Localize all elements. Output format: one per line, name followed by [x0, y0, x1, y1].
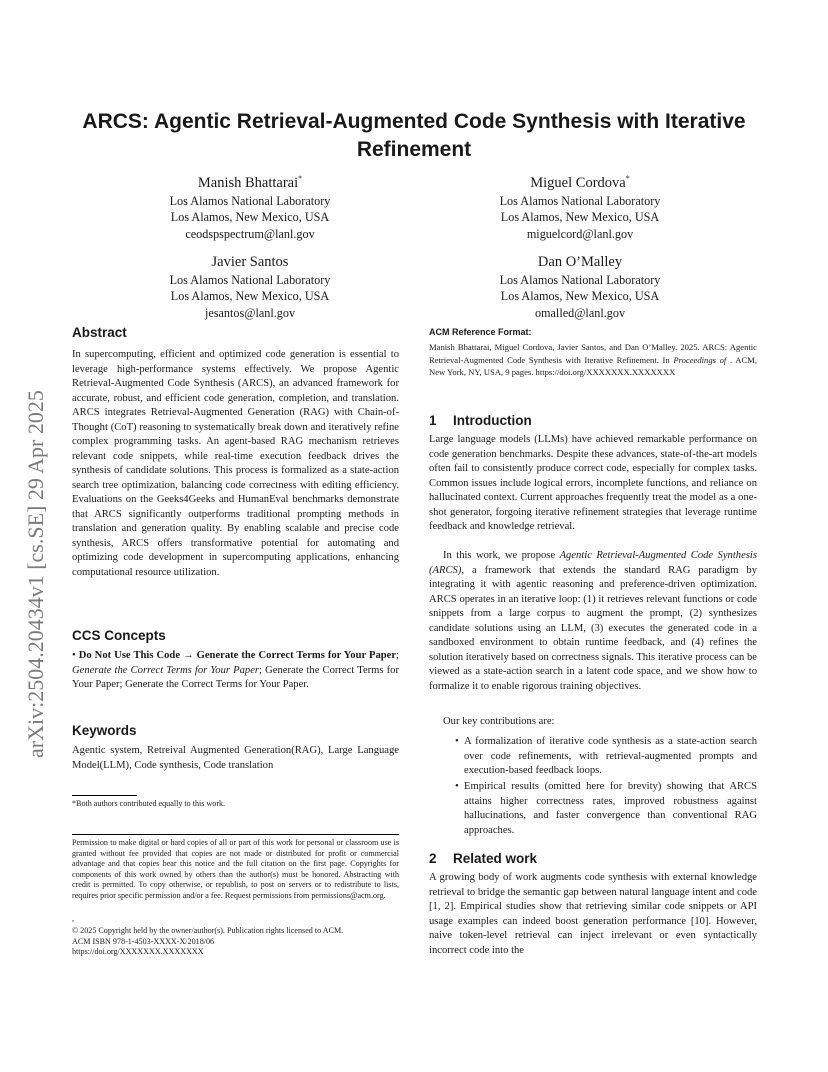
bullet-dot: •	[455, 781, 459, 792]
intro-p2-post: , a framework that extends the standard RAG paradigm by integrating it with agentic reasoning and preference-driven optimization. ARCS operates in an iterative loop: (1) it retrieves relevant functions or code snippets from a large corpus to augment the prompt, (2) synthesizes candidate solutions using an LLM, (3) executes the generated code in a sandboxed environment to obtain runtime feedback, and (4) refines the solution iteratively based on correctness signals. This iterative process can be viewed as a state-action search in a latent code space, and we show how to formalize it to enable rigorous training objectives.	[429, 564, 757, 692]
acm-ref-italic: Proceedings of	[673, 354, 727, 365]
ccs-rest: ; Generate the Correct Terms for Your Paper; Generate the Correct Terms for Your Paper.	[72, 664, 400, 690]
ccs-bold: Do Not Use This Code → Generate the Correct Terms for Your Paper	[78, 650, 397, 661]
section-number: 2	[429, 851, 437, 866]
author-email: ceodspspectrum@lanl.gov	[185, 227, 315, 242]
author-email: jesantos@lanl.gov	[204, 306, 296, 321]
section-title: Related work	[453, 851, 538, 866]
intro-p1: Large language models (LLMs) have achieved remarkable performance on code generation benchmarks. Despite these advances, state-of-the-art models often fail to consistently produce correct code, especially for complex tasks. Common issues include logical errors, incomplete functions, and reliance on hallucinated context. Current approaches frequently treat the model as a one-shot generator, forgoing iterative refinement strategies that leverage runtime feedback and knowledge retrieval.	[429, 434, 757, 532]
author-email: miguelcord@lanl.gov	[526, 227, 634, 242]
footnote: *Both authors contributed equally to this work.	[72, 799, 226, 808]
author-name: Miguel Cordova*	[530, 174, 630, 191]
acm-ref-line: Manish Bhattarai, Miguel Cordova, Javier Santos, and Dan O’Malley. 2025. ARCS: Agentic Retrieval-Augmented Code Synthesis with Iterative Refinement. In	[429, 342, 757, 365]
abstract-text: In supercomputing, efficient and optimized code generation is essential to leverage high-performance systems effectively. We propose Agentic Retrieval-Augmented Code Synthesis (ARCS), an advanced framework for accurate, robust, and efficient code generation, completion, and translation. ARCS integrates Retrieval-Augmented Generation (RAG) with Chain-of-Thought (CoT) reasoning to systematically break down and iteratively refine complex programming tasks. An agent-based RAG mechanism retrieves relevant code snippets, while real-time execution feedback drives the synthesis of candidate solutions. This process is formalized as a state-action search tree optimization, balancing code correctness with editing efficiency. Evaluations on the Geeks4Geeks and HumanEval benchmarks demonstrate that ARCS significantly outperforms traditional prompting methods in translation and generation quality. By enabling scalable and precise code synthesis, ARCS offers transformative potential for automating and optimizing code development in supercomputing applications, enhancing computational resource utilization.	[72, 349, 399, 578]
isbn-line: ACM ISBN 978-1-4503-XXXX-X/2018/06	[72, 936, 215, 946]
intro-p2-italic: Agentic Retrieval-Augmented Code Synthesis (ARCS)	[429, 550, 757, 576]
related-heading	[429, 851, 537, 866]
acm-ref-heading: ACM Reference Format:	[429, 327, 532, 337]
contribution-item	[455, 780, 757, 838]
author-affiliation: Los Alamos National Laboratory	[169, 193, 331, 208]
contribution-text: A formalization of iterative code synthesis as a state-action search over code refinements, with retrieval-augmented prompts and execution-based feedback loops.	[464, 736, 757, 776]
doi-line: https://doi.org/XXXXXXX.XXXXXXX	[72, 947, 204, 957]
intro-heading	[429, 413, 532, 428]
copyright-line: © 2025 Copyright held by the owner/author(s). Publication rights licensed to ACM.	[72, 926, 344, 935]
author-location: Los Alamos, New Mexico, USA	[500, 289, 660, 304]
related-p1: A growing body of work augments code synthesis with external knowledge retrieval to bridge the semantic gap between natural language intent and code [1, 2]. Empirical studies show that retrieving similar code snippets or API usage examples can indeed boost generation performance [10]. However, naive token-level retrieval can inject irrelevant or even syntactically incorrect code into the	[429, 872, 757, 956]
keywords-text: Agentic system, Retreival Augmented Generation(RAG), Large Language Model(LLM), Code synthesis, Code translation	[72, 745, 399, 771]
keywords-heading: Keywords	[72, 723, 137, 738]
contribution-text: Empirical results (omitted here for brevity) showing that ARCS attains higher correctness rates, improved robustness against hallucinations, and faster convergence than conventional RAG approaches.	[464, 781, 757, 836]
acm-ref-text	[429, 341, 757, 379]
author-location: Los Alamos, New Mexico, USA	[170, 289, 330, 304]
author-affiliation: Los Alamos National Laboratory	[499, 272, 661, 287]
permission-rule	[72, 834, 399, 835]
ccs-heading: CCS Concepts	[72, 628, 166, 643]
abstract-heading: Abstract	[72, 325, 127, 340]
author-name: Javier Santos	[211, 253, 289, 270]
author-affiliation: Los Alamos National Laboratory	[499, 193, 661, 208]
section-number: 1	[429, 413, 437, 428]
author-email: omalled@lanl.gov	[534, 306, 626, 321]
ccs-bullet: •	[72, 650, 76, 661]
author-name: Dan O’Malley	[537, 253, 623, 270]
ccs-italic: Generate the Correct Terms for Your Paper	[72, 664, 260, 676]
contribution-item	[455, 735, 757, 779]
acm-ref-line: . ACM, New York, NY, USA, 9 pages. https://doi.org/XXXXXXX.XXXXXXX	[429, 354, 757, 378]
author-name: Manish Bhattarai*	[197, 174, 303, 191]
footnote-rule	[72, 795, 137, 796]
permission-comma: ,	[72, 914, 75, 923]
section-title: Introduction	[453, 413, 532, 428]
arxiv-stamp: arXiv:2504.20434v1 [cs.SE] 29 Apr 2025	[23, 390, 48, 758]
paper-title: ARCS: Agentic Retrieval-Augmented Code Synthesis with Iterative Refinement	[82, 110, 746, 161]
bullet-dot: •	[455, 736, 459, 747]
author-block	[110, 248, 390, 322]
author-block	[110, 169, 390, 243]
author-location: Los Alamos, New Mexico, USA	[500, 210, 660, 225]
intro-p2	[429, 549, 757, 694]
author-affiliation: Los Alamos National Laboratory	[169, 272, 331, 287]
author-location: Los Alamos, New Mexico, USA	[170, 210, 330, 225]
author-block	[440, 248, 720, 322]
author-block	[440, 169, 720, 243]
ccs-text: • Do Not Use This Code → Generate the Correct Terms for Your Paper; Generate the Correct Terms for Your Paper; Generate the Correct Terms for Your Paper; Generate the Correct Terms for Your Paper.	[72, 650, 400, 690]
copyright-block	[72, 926, 399, 958]
intro-p2-pre: In this work, we propose	[443, 550, 556, 561]
permission-text: Permission to make digital or hard copies of all or part of this work for personal or classroom use is granted without fee provided that copies are not made or distributed for profit or commercial advantage and that copies bear this notice and the full citation on the first page. Copyrights for components of this work owned by others than the author(s) must be honored. Abstracting with credit is permitted. To copy otherwise, or republish, to post on servers or to redistribute to lists, requires prior specific permission and/or a fee. Request permissions from permissions@acm.org.	[72, 838, 399, 900]
intro-p3: Our key contributions are:	[443, 716, 555, 727]
